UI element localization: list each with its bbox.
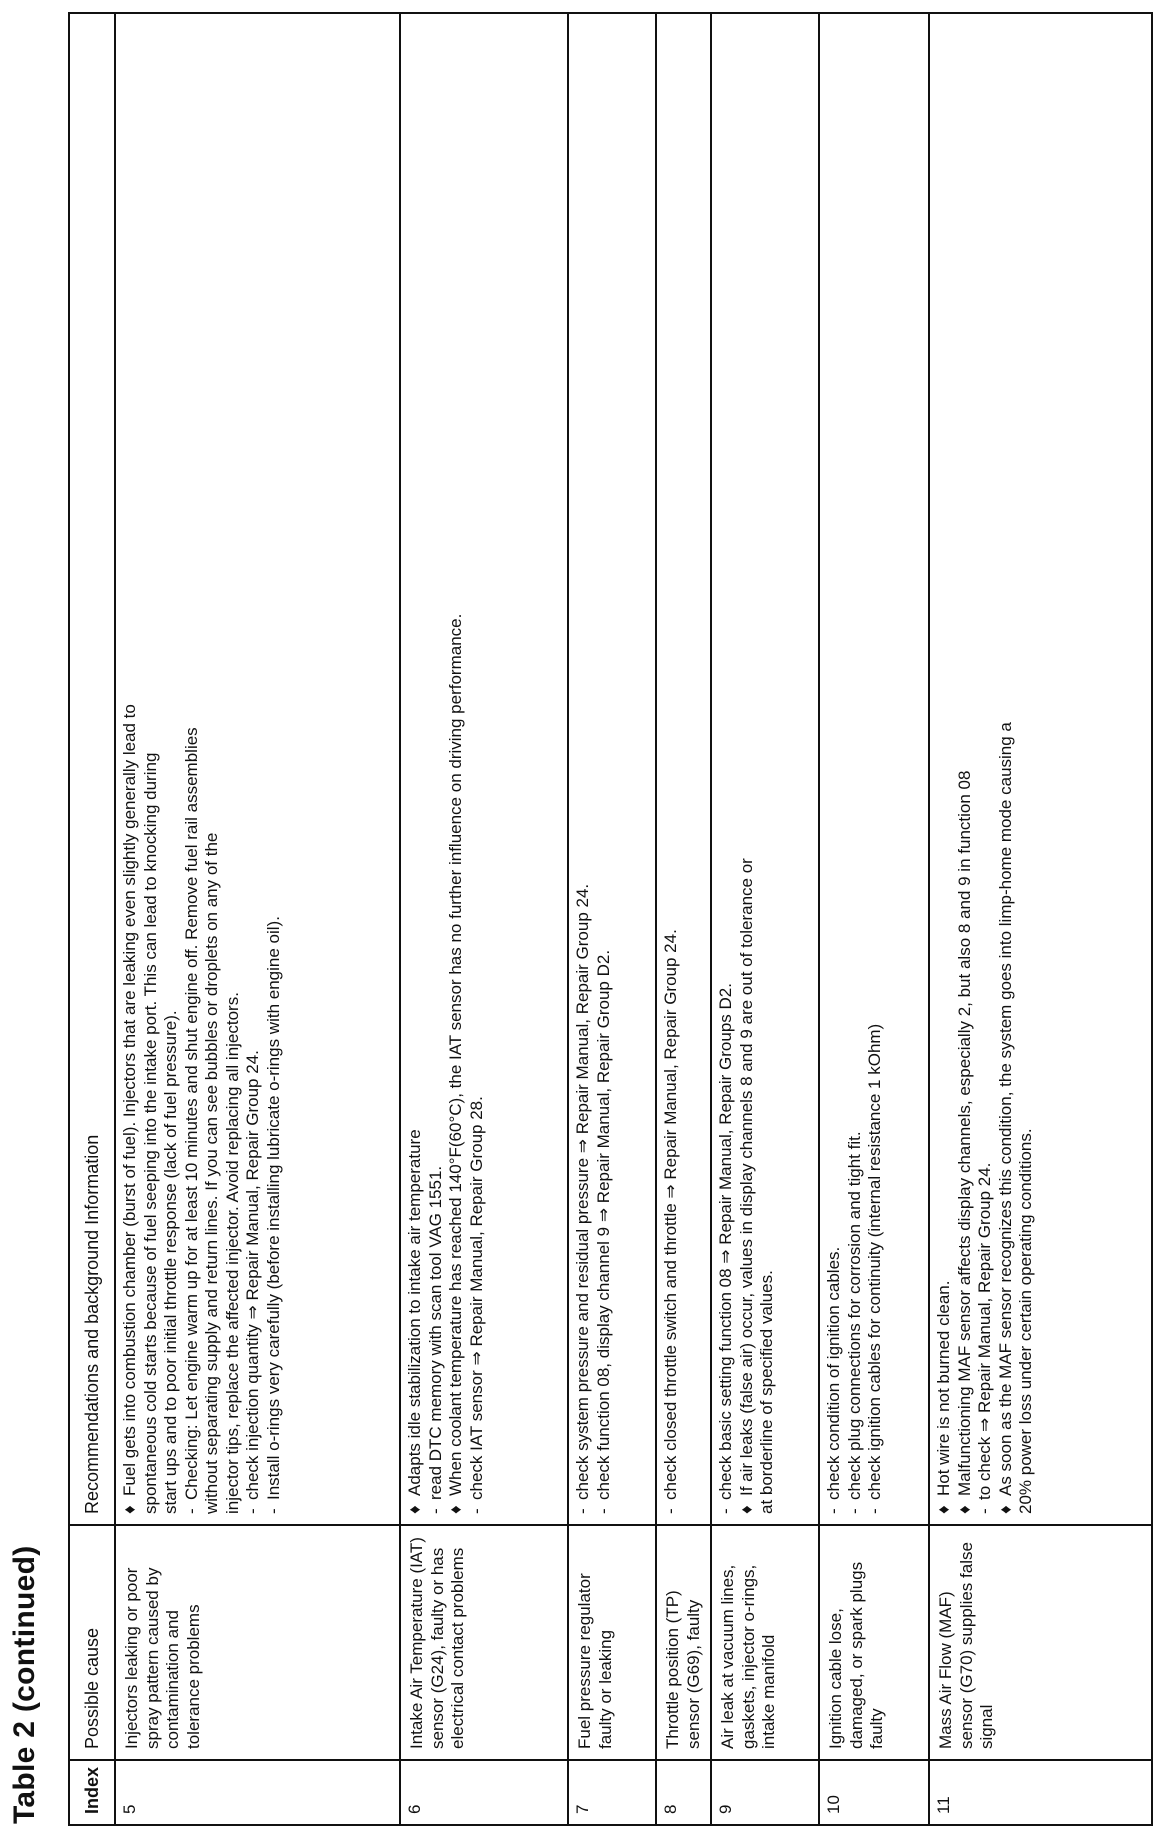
row-recommendation [656,13,711,1525]
header-index: Index [69,1760,115,1825]
recommendation-text: spontaneous cold starts because of fuel seeping into the intake port. This can lead to knocking during [140,752,160,1514]
row-recommendation [568,13,656,1525]
recommendation-line [934,24,955,1514]
table-row [656,13,711,1825]
row-recommendation [929,13,1152,1525]
row-cause: Mass Air Flow (MAF) sensor (G70) supplies false signal [929,1525,1152,1760]
recommendation-line [594,24,615,1514]
dash-marker: - [181,1508,201,1514]
recommendation-line [202,24,223,1514]
table-row [711,13,819,1825]
row-index: 9 [711,1760,819,1825]
table-header-row [69,13,115,1825]
recommendation-line [405,24,426,1514]
dash-marker: - [716,1508,735,1514]
recommendation-line [182,24,203,1514]
header-recommendations: Recommendations and background Information [69,13,115,1525]
table-title: Table 2 (continued) [8,1545,41,1824]
diamond-bullet-icon: ♦ [120,1505,139,1514]
dash-marker: - [573,1508,592,1514]
recommendation-line [243,24,264,1514]
recommendation-list [716,24,778,1514]
row-cause: Ignition cable lose, damaged, or spark plugs faulty [819,1525,929,1760]
recommendation-list [934,24,1037,1514]
recommendation-text: If air leaks (false air) occur, values in display channels 8 and 9 are out of tolerance or [736,858,756,1496]
recommendation-list [661,24,682,1514]
recommendation-text: to check ⇒ Repair Manual, Repair Group 24. [975,1162,994,1500]
diamond-bullet-icon: ♦ [934,1505,953,1514]
row-recommendation [400,13,568,1525]
recommendation-list [120,24,284,1514]
row-index: 6 [400,1760,568,1825]
row-cause: Air leak at vacuum lines, gaskets, injector o-rings, intake manifold [711,1525,819,1760]
recommendation-text: check condition of ignition cables. [824,1246,843,1500]
recommendation-line [1016,24,1037,1514]
diamond-bullet-icon: ♦ [995,1505,1015,1514]
row-index: 10 [819,1760,929,1825]
recommendation-text: without separating supply and return lines. If you can see bubbles or droplets on any of the [202,832,221,1514]
row-index: 8 [656,1760,711,1825]
dash-marker: - [865,1508,884,1514]
recommendation-text: check IAT sensor ⇒ Repair Manual, Repair Group 28. [466,1096,486,1500]
recommendation-list [573,24,614,1514]
diagnosis-table [68,12,1153,1826]
recommendation-line [975,24,996,1514]
recommendation-line [865,24,886,1514]
recommendation-text: start ups and to poor initial throttle response (lack of fuel pressure). [161,1010,180,1514]
row-cause: Injectors leaking or poor spray pattern caused by contamination and tolerance problems [115,1525,400,1760]
recommendation-text: at borderline of specified values. [757,1270,776,1514]
table-row [819,13,929,1825]
dash-marker: - [844,1508,864,1514]
recommendation-text: check function 08, display channel 9 ⇒ Repair Manual, Repair Group D2. [593,949,613,1500]
dash-marker: - [661,1508,680,1514]
recommendation-line [845,24,866,1514]
diamond-bullet-icon: ♦ [954,1505,974,1514]
dash-marker: - [975,1508,994,1514]
table-row [568,13,656,1825]
recommendation-text: Install o-rings very carefully (before installing lubricate o-rings with engine oil). [263,916,283,1500]
recommendation-text: Checking: Let engine warm up for at least 10 minutes and shut engine off. Remove fuel rail assemblies [181,727,201,1500]
table-body [115,13,1152,1825]
recommendation-line [737,24,758,1514]
recommendation-text: check closed throttle switch and throttle ⇒ Repair Manual, Repair Group 24. [661,929,680,1500]
row-cause: Throttle position (TP) sensor (G69), faulty [656,1525,711,1760]
row-index: 11 [929,1760,1152,1825]
table-row [115,13,400,1825]
recommendation-text: Adapts idle stabilization to intake air temperature [405,1129,424,1496]
table-row [400,13,568,1825]
table-row [929,13,1152,1825]
dash-marker: - [466,1508,486,1514]
recommendation-text: Fuel gets into combustion chamber (burst of fuel). Injectors that are leaking even slightly generally lead to [120,704,139,1496]
recommendation-text: read DTC memory with scan tool VAG 1551. [425,1165,445,1500]
header-possible-cause: Possible cause [69,1525,115,1760]
recommendation-text: Hot wire is not burned clean. [934,1280,953,1496]
diamond-bullet-icon: ♦ [405,1505,424,1514]
recommendation-text: As soon as the MAF sensor recognizes this condition, the system goes into limp-home mode causing a [995,722,1015,1496]
recommendation-text: When coolant temperature has reached 140°F(60°C), the IAT sensor has no further influence on driving performance. [446,613,465,1496]
dash-marker: - [263,1508,283,1514]
recommendation-line [661,24,682,1514]
recommendation-line [141,24,162,1514]
diamond-bullet-icon: ♦ [446,1505,465,1514]
recommendation-line [467,24,488,1514]
recommendation-text: Malfunctioning MAF sensor affects display channels, especially 2, but also 8 and 9 in function 08 [954,770,974,1496]
recommendation-text: 20% power loss under certain operating conditions. [1016,1128,1035,1514]
dash-marker: - [593,1508,613,1514]
recommendation-line [120,24,141,1514]
recommendation-text: check system pressure and residual pressure ⇒ Repair Manual, Repair Group 24. [573,883,592,1500]
dash-marker: - [243,1508,262,1514]
dash-marker: - [425,1508,445,1514]
recommendation-line [223,24,244,1514]
diamond-bullet-icon: ♦ [736,1505,756,1514]
recommendation-line [716,24,737,1514]
recommendation-text: check ignition cables for continuity (internal resistance 1 kOhm) [865,1023,884,1500]
row-cause: Intake Air Temperature (IAT) sensor (G24), faulty or has electrical contact problems [400,1525,568,1760]
recommendation-line [757,24,778,1514]
row-recommendation [711,13,819,1525]
recommendation-line [573,24,594,1514]
recommendation-list [824,24,886,1514]
row-index: 5 [115,1760,400,1825]
recommendation-list [405,24,487,1514]
row-cause: Fuel pressure regulator faulty or leaking [568,1525,656,1760]
recommendation-line [264,24,285,1514]
row-recommendation [819,13,929,1525]
row-recommendation [115,13,400,1525]
row-index: 7 [568,1760,656,1825]
dash-marker: - [824,1508,843,1514]
recommendation-line [996,24,1017,1514]
recommendation-line [824,24,845,1514]
recommendation-text: check plug connections for corrosion and tight fit. [844,1131,864,1500]
recommendation-line [161,24,182,1514]
recommendation-line [446,24,467,1514]
recommendation-text: check basic setting function 08 ⇒ Repair Manual, Repair Groups D2. [716,983,735,1500]
recommendation-text: check injection quantity ⇒ Repair Manual, Repair Group 24. [243,1050,262,1500]
recommendation-text: injector tips, replace the affected injector. Avoid replacing all injectors. [222,992,242,1514]
recommendation-line [426,24,447,1514]
recommendation-line [955,24,976,1514]
